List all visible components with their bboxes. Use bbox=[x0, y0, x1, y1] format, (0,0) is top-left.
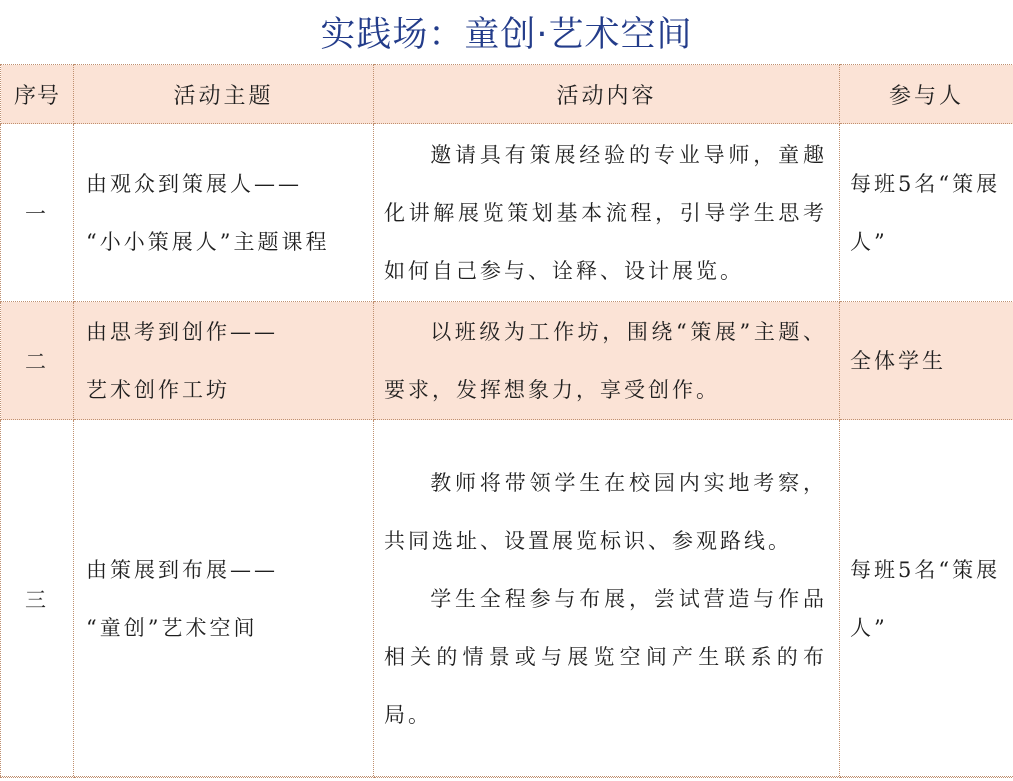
row-theme bbox=[74, 302, 374, 420]
row-theme bbox=[74, 124, 374, 302]
content-paragraph: 以班级为工作坊，围绕“策展”主题、要求，发挥想象力，享受创作。 bbox=[384, 319, 827, 402]
activity-table bbox=[0, 64, 1013, 778]
theme-line: “童创”艺术空间 bbox=[86, 615, 258, 640]
row-participants: 每班5名“策展人” bbox=[840, 420, 1013, 778]
content-paragraph: 教师将带领学生在校园内实地考察，共同选址、设置展览标识、参观路线。 bbox=[384, 470, 827, 553]
theme-line: 由策展到布展—— bbox=[86, 557, 278, 582]
theme-line: “小小策展人”主题课程 bbox=[86, 229, 330, 254]
row-content bbox=[374, 124, 840, 302]
table-row bbox=[1, 124, 1013, 302]
row-seq: 一 bbox=[1, 124, 74, 302]
theme-line: 由思考到创作—— bbox=[86, 319, 278, 344]
row-theme bbox=[74, 420, 374, 778]
page-title: 实践场：童创·艺术空间 bbox=[320, 15, 693, 55]
row-seq: 三 bbox=[1, 420, 74, 778]
row-content bbox=[374, 302, 840, 420]
table-row bbox=[1, 420, 1013, 778]
row-participants: 全体学生 bbox=[840, 302, 1013, 420]
table-row bbox=[1, 302, 1013, 420]
theme-line: 艺术创作工坊 bbox=[86, 377, 230, 402]
row-content bbox=[374, 420, 840, 778]
table-header-row bbox=[1, 65, 1013, 124]
theme-line: 由观众到策展人—— bbox=[86, 171, 302, 196]
content-paragraph: 学生全程参与布展，尝试营造与作品相关的情景或与展览空间产生联系的布局。 bbox=[384, 586, 827, 727]
row-participants: 每班5名“策展人” bbox=[840, 124, 1013, 302]
row-seq: 二 bbox=[1, 302, 74, 420]
header-people: 参与人 bbox=[840, 65, 1013, 124]
header-seq: 序号 bbox=[1, 65, 74, 124]
header-content: 活动内容 bbox=[374, 65, 840, 124]
header-theme: 活动主题 bbox=[74, 65, 374, 124]
bottom-divider bbox=[0, 776, 1013, 777]
content-paragraph: 邀请具有策展经验的专业导师，童趣化讲解展览策划基本流程，引导学生思考如何自己参与、诠释、设计展览。 bbox=[384, 142, 827, 283]
